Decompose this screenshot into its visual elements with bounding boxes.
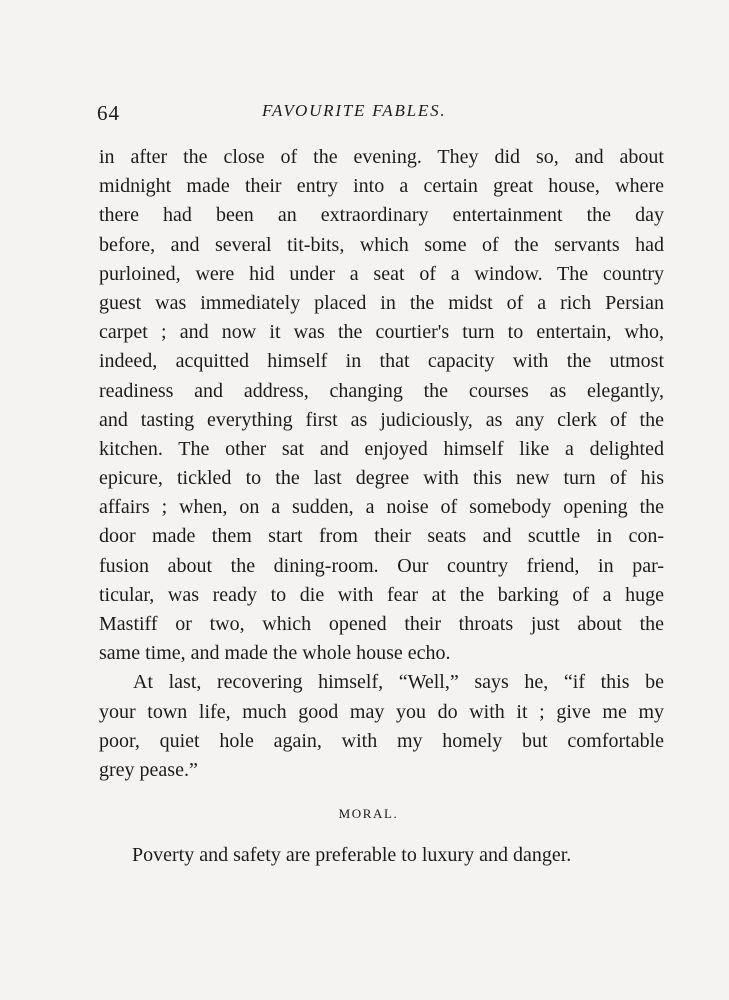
text-line: fusion about the dining-room. Our country friend, in par-	[99, 554, 664, 577]
text-line: door made them start from their seats and scuttle in con-	[99, 525, 664, 548]
text-line: indeed, acquitted himself in that capacity with the utmost	[99, 350, 664, 373]
running-title: FAVOURITE FABLES.	[262, 101, 447, 120]
page-number: 64	[97, 101, 120, 125]
text-line: and tasting everything first as judiciously, as any clerk of the	[99, 408, 664, 431]
body-text	[99, 143, 664, 785]
text-line: Mastiff or two, which opened their throats just about the	[99, 613, 664, 635]
text-line: epicure, tickled to the last degree with this new turn of his	[99, 467, 664, 490]
text-line: same time, and made the whole house echo.	[99, 642, 451, 665]
text-line: before, and several tit-bits, which some of the servants had	[99, 233, 664, 256]
text-line: there had been an extraordinary entertainment the day	[99, 204, 664, 227]
text-line: purloined, were hid under a seat of a window. The country	[99, 262, 664, 285]
text-line: affairs ; when, on a sudden, a noise of somebody opening the	[99, 496, 664, 519]
text-line: ticular, was ready to die with fear at the barking of a huge	[99, 583, 664, 606]
text-line: in after the close of the evening. They did so, and about	[99, 146, 664, 168]
text-line: carpet ; and now it was the courtier's turn to entertain, who,	[99, 321, 664, 344]
text-line: readiness and address, changing the courses as elegantly,	[99, 379, 664, 402]
text-line: midnight made their entry into a certain great house, where	[99, 175, 664, 198]
text-line: guest was immediately placed in the midst of a rich Persian	[99, 291, 664, 314]
text-line: poor, quiet hole again, with my homely but comfortable	[99, 729, 664, 752]
text-line: your town life, much good may you do with it ; give me my	[99, 700, 664, 723]
text-line: kitchen. The other sat and enjoyed himself like a delighted	[99, 437, 664, 460]
moral-text: Poverty and safety are preferable to luxury and danger.	[132, 844, 572, 866]
text-line: At last, recovering himself, “Well,” says he, “if this be	[133, 671, 664, 694]
text-line: grey pease.”	[99, 758, 198, 781]
moral-heading: MORAL.	[338, 806, 399, 821]
